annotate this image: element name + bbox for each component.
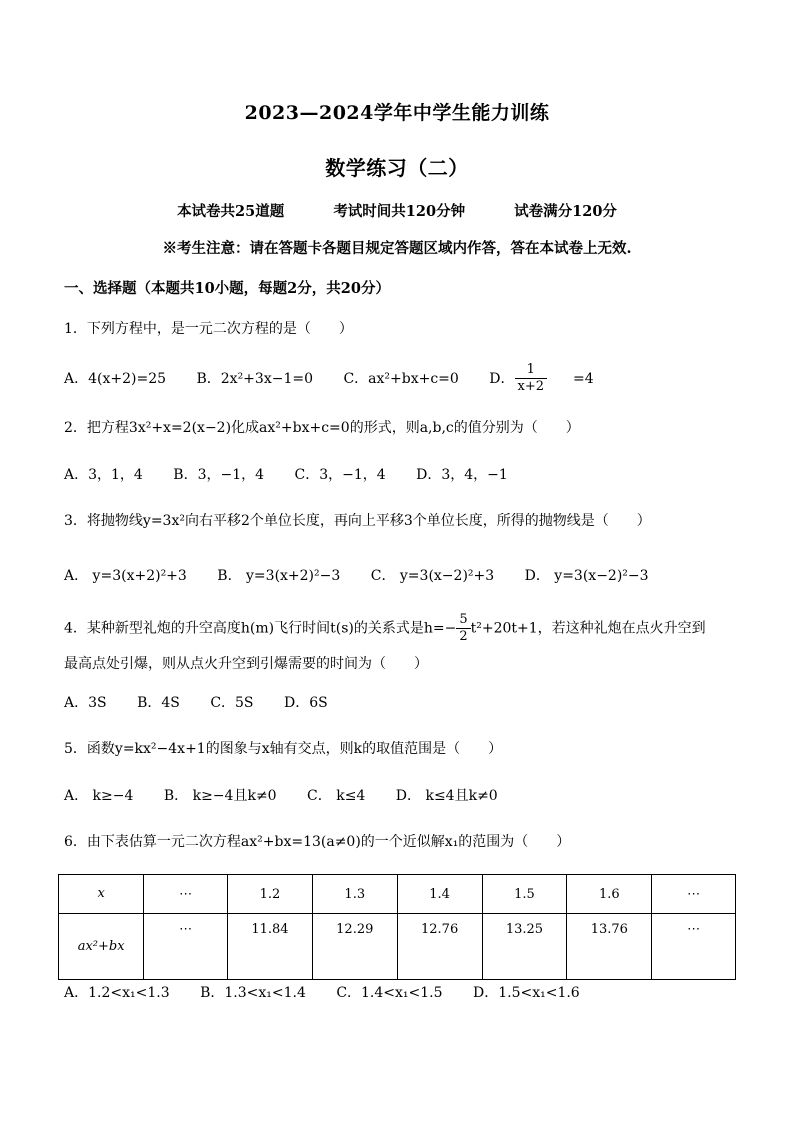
q3-option-d: D． y=3(x−2)²−3 (524, 568, 649, 584)
table-cell: 11.84 (228, 914, 313, 980)
q4-fraction (456, 612, 470, 645)
table-cell: ⋯ (652, 914, 736, 980)
q6-stem: 6．由下表估算一元二次方程ax²+bx=13(a≠0)的一个近似解x₁的范围为（ ） (64, 834, 571, 850)
q3-options (64, 565, 675, 585)
table-cell: 12.29 (312, 914, 397, 980)
q6-option-d: D．1.5<x₁<1.6 (472, 985, 580, 1001)
table-cell: x (59, 875, 144, 914)
q5-stem: 5．函数y=kx²−4x+1的图象与x轴有交点，则k的取值范围是（ ） (64, 741, 503, 757)
table-cell: 1.5 (482, 875, 567, 914)
q3-stem: 3．将抛物线y=3x²向右平移2个单位长度，再向上平移3个单位长度，所得的抛物线是（ ） (64, 513, 651, 529)
exam-notice: ※考生注意：请在答题卡各题目规定答题区域内作答，答在本试卷上无效. (162, 240, 632, 257)
q5-options (64, 785, 524, 805)
q1-option-c: C．ax²+bx+c=0 (343, 370, 459, 387)
info-question-count: 本试卷共25道题 (177, 203, 285, 220)
q1-options (64, 362, 620, 395)
q2-option-b: B．3，−1，4 (173, 467, 265, 483)
info-time: 考试时间共120分钟 (333, 203, 466, 220)
table-row (59, 914, 736, 980)
q1-option-d-numerator: 1 (515, 362, 548, 379)
q3-option-a: A． y=3(x+2)²+3 (64, 568, 187, 584)
q6-options (64, 982, 606, 1002)
q1-option-d-prefix: D． (489, 370, 515, 387)
table-cell: 1.4 (397, 875, 482, 914)
table-cell: ax²+bx (59, 914, 144, 980)
q1-option-d-fraction (515, 362, 574, 395)
table-cell: 13.25 (482, 914, 567, 980)
q4-stem-b: t²+20t+1，若这种礼炮在点火升空到 (470, 620, 706, 637)
q6-value-table (58, 874, 736, 980)
q1-option-b: B．2x²+3x−1=0 (196, 370, 313, 387)
q2-option-a: A．3，1，4 (64, 467, 143, 483)
q2-stem: 2．把方程3x²+x=2(x−2)化成ax²+bx+c=0的形式，则a,b,c的值分别为（ ） (64, 420, 580, 436)
table-cell: 1.3 (312, 875, 397, 914)
info-score: 试卷满分120分 (514, 203, 617, 220)
q2-options (64, 464, 534, 484)
q4-option-b: B．4S (137, 695, 180, 711)
q4-option-c: C．5S (210, 695, 254, 711)
q6-option-a: A．1.2<x₁<1.3 (64, 985, 170, 1001)
exam-info (0, 200, 794, 221)
q4-option-a: A．3S (64, 695, 107, 711)
q4-stem-line1 (64, 612, 706, 645)
q5-option-d: D． k≤4且k≠0 (395, 788, 498, 804)
q2-option-c: C．3，−1，4 (294, 467, 386, 483)
q5-option-c: C． k≤4 (307, 788, 366, 804)
exam-title: 2023—2024学年中学生能力训练 (244, 102, 550, 124)
q3-option-c: C． y=3(x−2)²+3 (370, 568, 495, 584)
q1-option-d-suffix: =4 (573, 370, 594, 387)
q4-fraction-denominator: 2 (459, 629, 468, 644)
table-row (59, 875, 736, 914)
q3-option-b: B． y=3(x+2)²−3 (217, 568, 341, 584)
q4-option-d: D．6S (283, 695, 328, 711)
q6-option-c: C．1.4<x₁<1.5 (336, 985, 443, 1001)
table-cell: 1.2 (228, 875, 313, 914)
table-cell: 12.76 (397, 914, 482, 980)
exam-subtitle: 数学练习（二） (325, 156, 469, 180)
q2-option-d: D．3，4，−1 (416, 467, 508, 483)
section-heading: 一、选择题（本题共10小题，每题2分，共20分） (64, 280, 390, 297)
table-cell: ⋯ (652, 875, 736, 914)
q5-option-a: A． k≥−4 (64, 788, 134, 804)
q4-options (64, 692, 354, 712)
table-cell: 13.76 (567, 914, 652, 980)
q1-option-a: A．4(x+2)=25 (64, 370, 167, 387)
table-cell: ⋯ (144, 914, 228, 980)
q4-fraction-numerator: 5 (456, 612, 470, 629)
table-cell: ⋯ (144, 875, 228, 914)
q1-stem: 1．下列方程中，是一元二次方程的是（ ） (64, 321, 353, 337)
table-cell: 1.6 (567, 875, 652, 914)
q1-option-d (489, 362, 594, 394)
q4-stem-a: 4．某种新型礼炮的升空高度h(m)飞行时间t(s)的关系式是h=− (64, 620, 457, 637)
q1-option-d-denominator: x+2 (517, 379, 545, 394)
q6-option-b: B．1.3<x₁<1.4 (200, 985, 306, 1001)
q4-stem-line2: 最高点处引爆，则从点火升空到引爆需要的时间为（ ） (64, 656, 428, 672)
q5-option-b: B． k≥−4且k≠0 (163, 788, 277, 804)
